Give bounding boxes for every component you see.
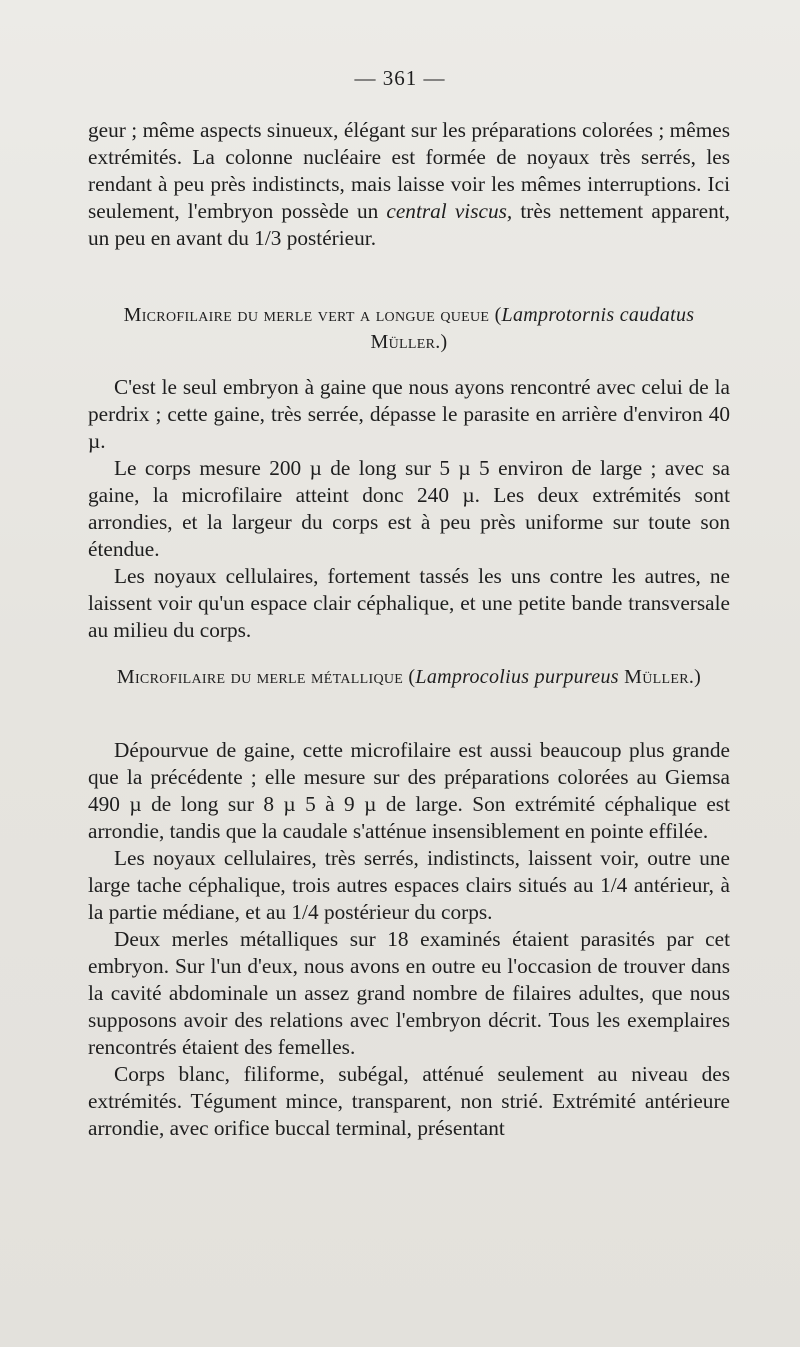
paragraph-text: geur ; même aspects sinueux, élégant sur les préparations colorées ; mêmes extrémités. La colonne nucléaire est formée de noyaux très serrés, les rendant à peu près indistincts, mais laisse voir les mêmes interruptions. Ici seulement, l'embryon possède un: [88, 118, 730, 223]
section-body-merle-metallique: [88, 737, 730, 1142]
paragraph-text-end: très nettement apparent, un peu en avant du 1/3 postérieur.: [88, 199, 730, 250]
heading-suffix: Müller.): [370, 331, 448, 353]
section-heading-merle-metallique: [88, 664, 730, 691]
paragraph: Corps blanc, filiforme, subégal, atténué seulement au niveau des extrémités. Tégument mince, transparent, non strié. Extrémité antérieure arrondie, avec orifice buccal terminal, présentant: [88, 1062, 730, 1140]
paragraph: Les noyaux cellulaires, très serrés, indistincts, laissent voir, outre une large tache céphalique, trois autres espaces clairs situés au 1/4 antérieur, à la partie médiane, et au 1/4 postérieur du corps.: [88, 846, 730, 924]
continued-paragraph-block: [88, 117, 730, 252]
species-name: Lamprotornis caudatus: [501, 304, 695, 326]
paragraph: Deux merles métalliques sur 18 examinés étaient parasités par cet embryon. Sur l'un d'eux, nous avons en outre eu l'occasion de trouver dans la cavité abdominale un assez grand nombre de filaires adultes, que nous supposons avoir des relations avec l'embryon décrit. Tous les exemplaires rencontrés étaient des femelles.: [88, 927, 730, 1059]
paragraph: Dépourvue de gaine, cette microfilaire est aussi beaucoup plus grande que la précédente ; elle mesure sur des préparations colorées au Giemsa 490 µ de long sur 8 µ 5 à 9 µ de large. Son extrémité céphalique est arrondie, tandis que la caudale s'atténue insensiblement en pointe effilée.: [88, 738, 730, 843]
species-name: Lamprocolius purpureus: [415, 666, 619, 688]
paragraph: Les noyaux cellulaires, fortement tassés les uns contre les autres, ne laissent voir qu'un espace clair céphalique, et une petite bande transversale au milieu du corps.: [88, 564, 730, 642]
paragraph: [88, 117, 730, 252]
italic-term: central viscus,: [386, 199, 513, 223]
heading-suffix: Müller.): [618, 666, 702, 688]
section-heading-merle-vert: [88, 302, 730, 356]
page-number: — 361 —: [354, 66, 446, 90]
section-body-merle-vert: [88, 374, 730, 644]
paragraph: Le corps mesure 200 µ de long sur 5 µ 5 environ de large ; avec sa gaine, la microfilaire atteint donc 240 µ. Les deux extrémités sont arrondies, et la largeur du corps est à peu près uniforme sur toute son étendue.: [88, 456, 730, 561]
heading-prefix: Microfilaire du merle métallique (: [116, 666, 416, 688]
paragraph: C'est le seul embryon à gaine que nous ayons rencontré avec celui de la perdrix ; cette gaine, très serrée, dépasse le parasite en arrière d'environ 40 µ.: [88, 375, 730, 453]
heading-prefix: Microfilaire du merle vert a longue queue (: [123, 304, 502, 326]
